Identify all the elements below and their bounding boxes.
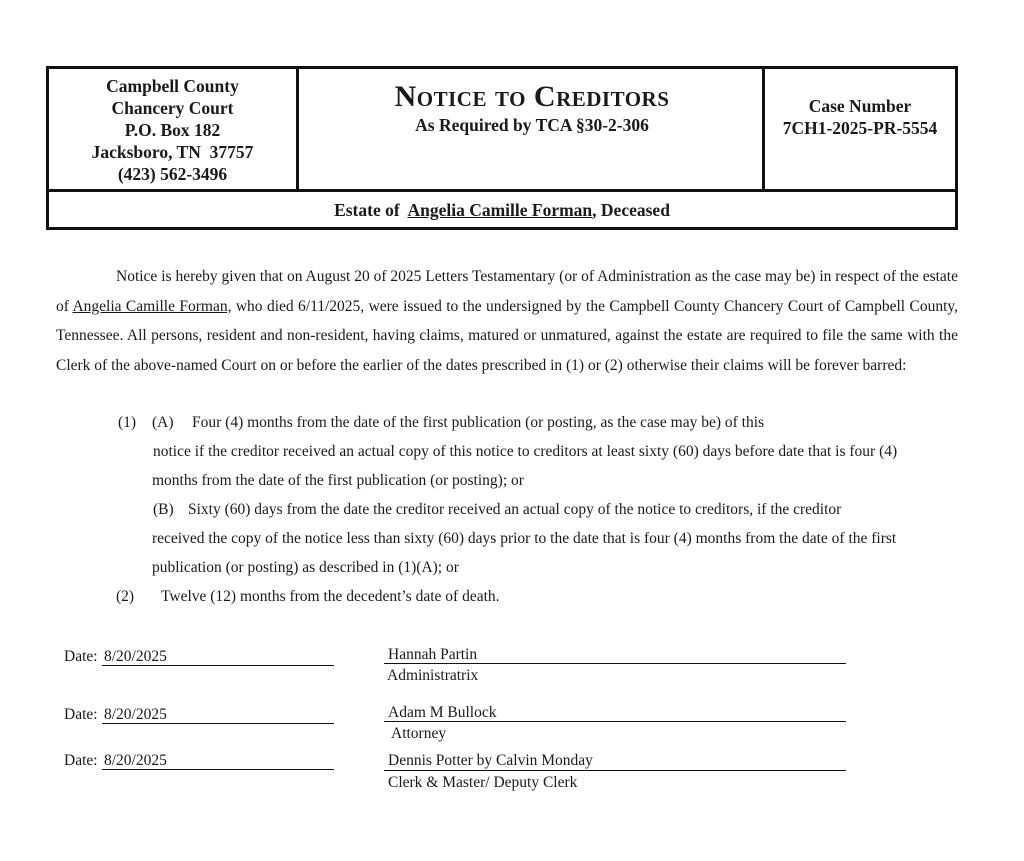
signature-line — [384, 770, 846, 771]
case-number-cell — [762, 69, 955, 189]
signer-role: Administratrix — [387, 667, 479, 684]
item-1a-line: notice if the creditor received an actual copy of this notice to creditors at least sixty (60) days before date that is four (4) — [153, 443, 898, 460]
notice-paragraph — [56, 262, 958, 380]
date-value: 8/20/2025 — [104, 648, 167, 665]
date-underline — [102, 665, 334, 666]
date-underline — [102, 723, 334, 724]
item-2-text: Twelve (12) months from the decedent’s date of death. — [161, 588, 500, 605]
item-1a-line: months from the date of the first publication (or posting); or — [152, 472, 524, 489]
court-line: Jacksboro, TN 37757 — [91, 142, 254, 162]
signer-role: Attorney — [391, 725, 447, 742]
document-subtitle: As Required by TCA §30-2-306 — [415, 115, 649, 135]
notice-body — [56, 262, 958, 380]
estate-name: Angelia Camille Forman — [407, 200, 593, 220]
signer-name: Dennis Potter by Calvin Monday — [388, 752, 593, 769]
decedent-name: Angelia Camille Forman, — [72, 297, 232, 315]
signer-name: Hannah Partin — [388, 646, 478, 663]
item-1b-line: Sixty (60) days from the date the creditor received an actual copy of the notice to creditors, if the creditor — [188, 501, 842, 518]
date-label: Date: — [64, 706, 98, 723]
signer-name: Adam M Bullock — [388, 704, 497, 721]
item-1b-label: (B) — [153, 501, 174, 518]
date-value: 8/20/2025 — [104, 752, 167, 769]
date-underline — [102, 769, 334, 770]
document-title: Notice to Creditors — [394, 80, 670, 113]
item-1a-label: (A) — [152, 414, 174, 431]
item-1b-line: publication (or posting) as described in (1)(A); or — [152, 559, 459, 576]
case-number-label: Case Number — [808, 96, 912, 116]
date-label: Date: — [64, 648, 98, 665]
estate-row — [49, 192, 955, 227]
estate-suffix: , Deceased — [592, 200, 670, 220]
case-number-value: 7CH1-2025-PR-5554 — [782, 118, 938, 138]
notice-header-box — [46, 66, 958, 230]
estate-prefix: Estate of — [334, 200, 400, 220]
signer-role: Clerk & Master/ Deputy Clerk — [388, 774, 578, 791]
header-top-row — [49, 69, 955, 192]
item-1b-line: received the copy of the notice less than sixty (60) days prior to the date that is four (4) months from the date of the first — [152, 530, 897, 547]
paragraph-text: who died 6/11/2025, were issued to the undersigned by the Campbell County Chancery Court of Campbell County, Tennessee. All persons, resident and non-resident, having claims, matured or unmatured, against the estate are required to file the same with the Clerk of the above-named Court on or before the earlier of the dates prescribed in (1) or (2) otherwise their claims will be forever barred: — [56, 297, 958, 374]
item-1a-line: Four (4) months from the date of the first publication (or posting, as the case may be) of this — [192, 414, 765, 431]
item-1-number: (1) — [118, 414, 137, 431]
court-line: Chancery Court — [111, 98, 234, 118]
date-label: Date: — [64, 752, 98, 769]
court-line: (423) 562-3496 — [117, 164, 228, 184]
item-2-number: (2) — [116, 588, 135, 605]
court-line: Campbell County — [106, 76, 239, 96]
court-address-cell — [49, 69, 299, 189]
title-cell — [302, 69, 762, 189]
court-line: P.O. Box 182 — [124, 120, 221, 140]
date-value: 8/20/2025 — [104, 706, 167, 723]
paragraph-text: Notice is hereby given that on August 20 of 2025 Letters Testamentary (or of Administration as the case may be) in respect of the estate of — [56, 268, 958, 315]
